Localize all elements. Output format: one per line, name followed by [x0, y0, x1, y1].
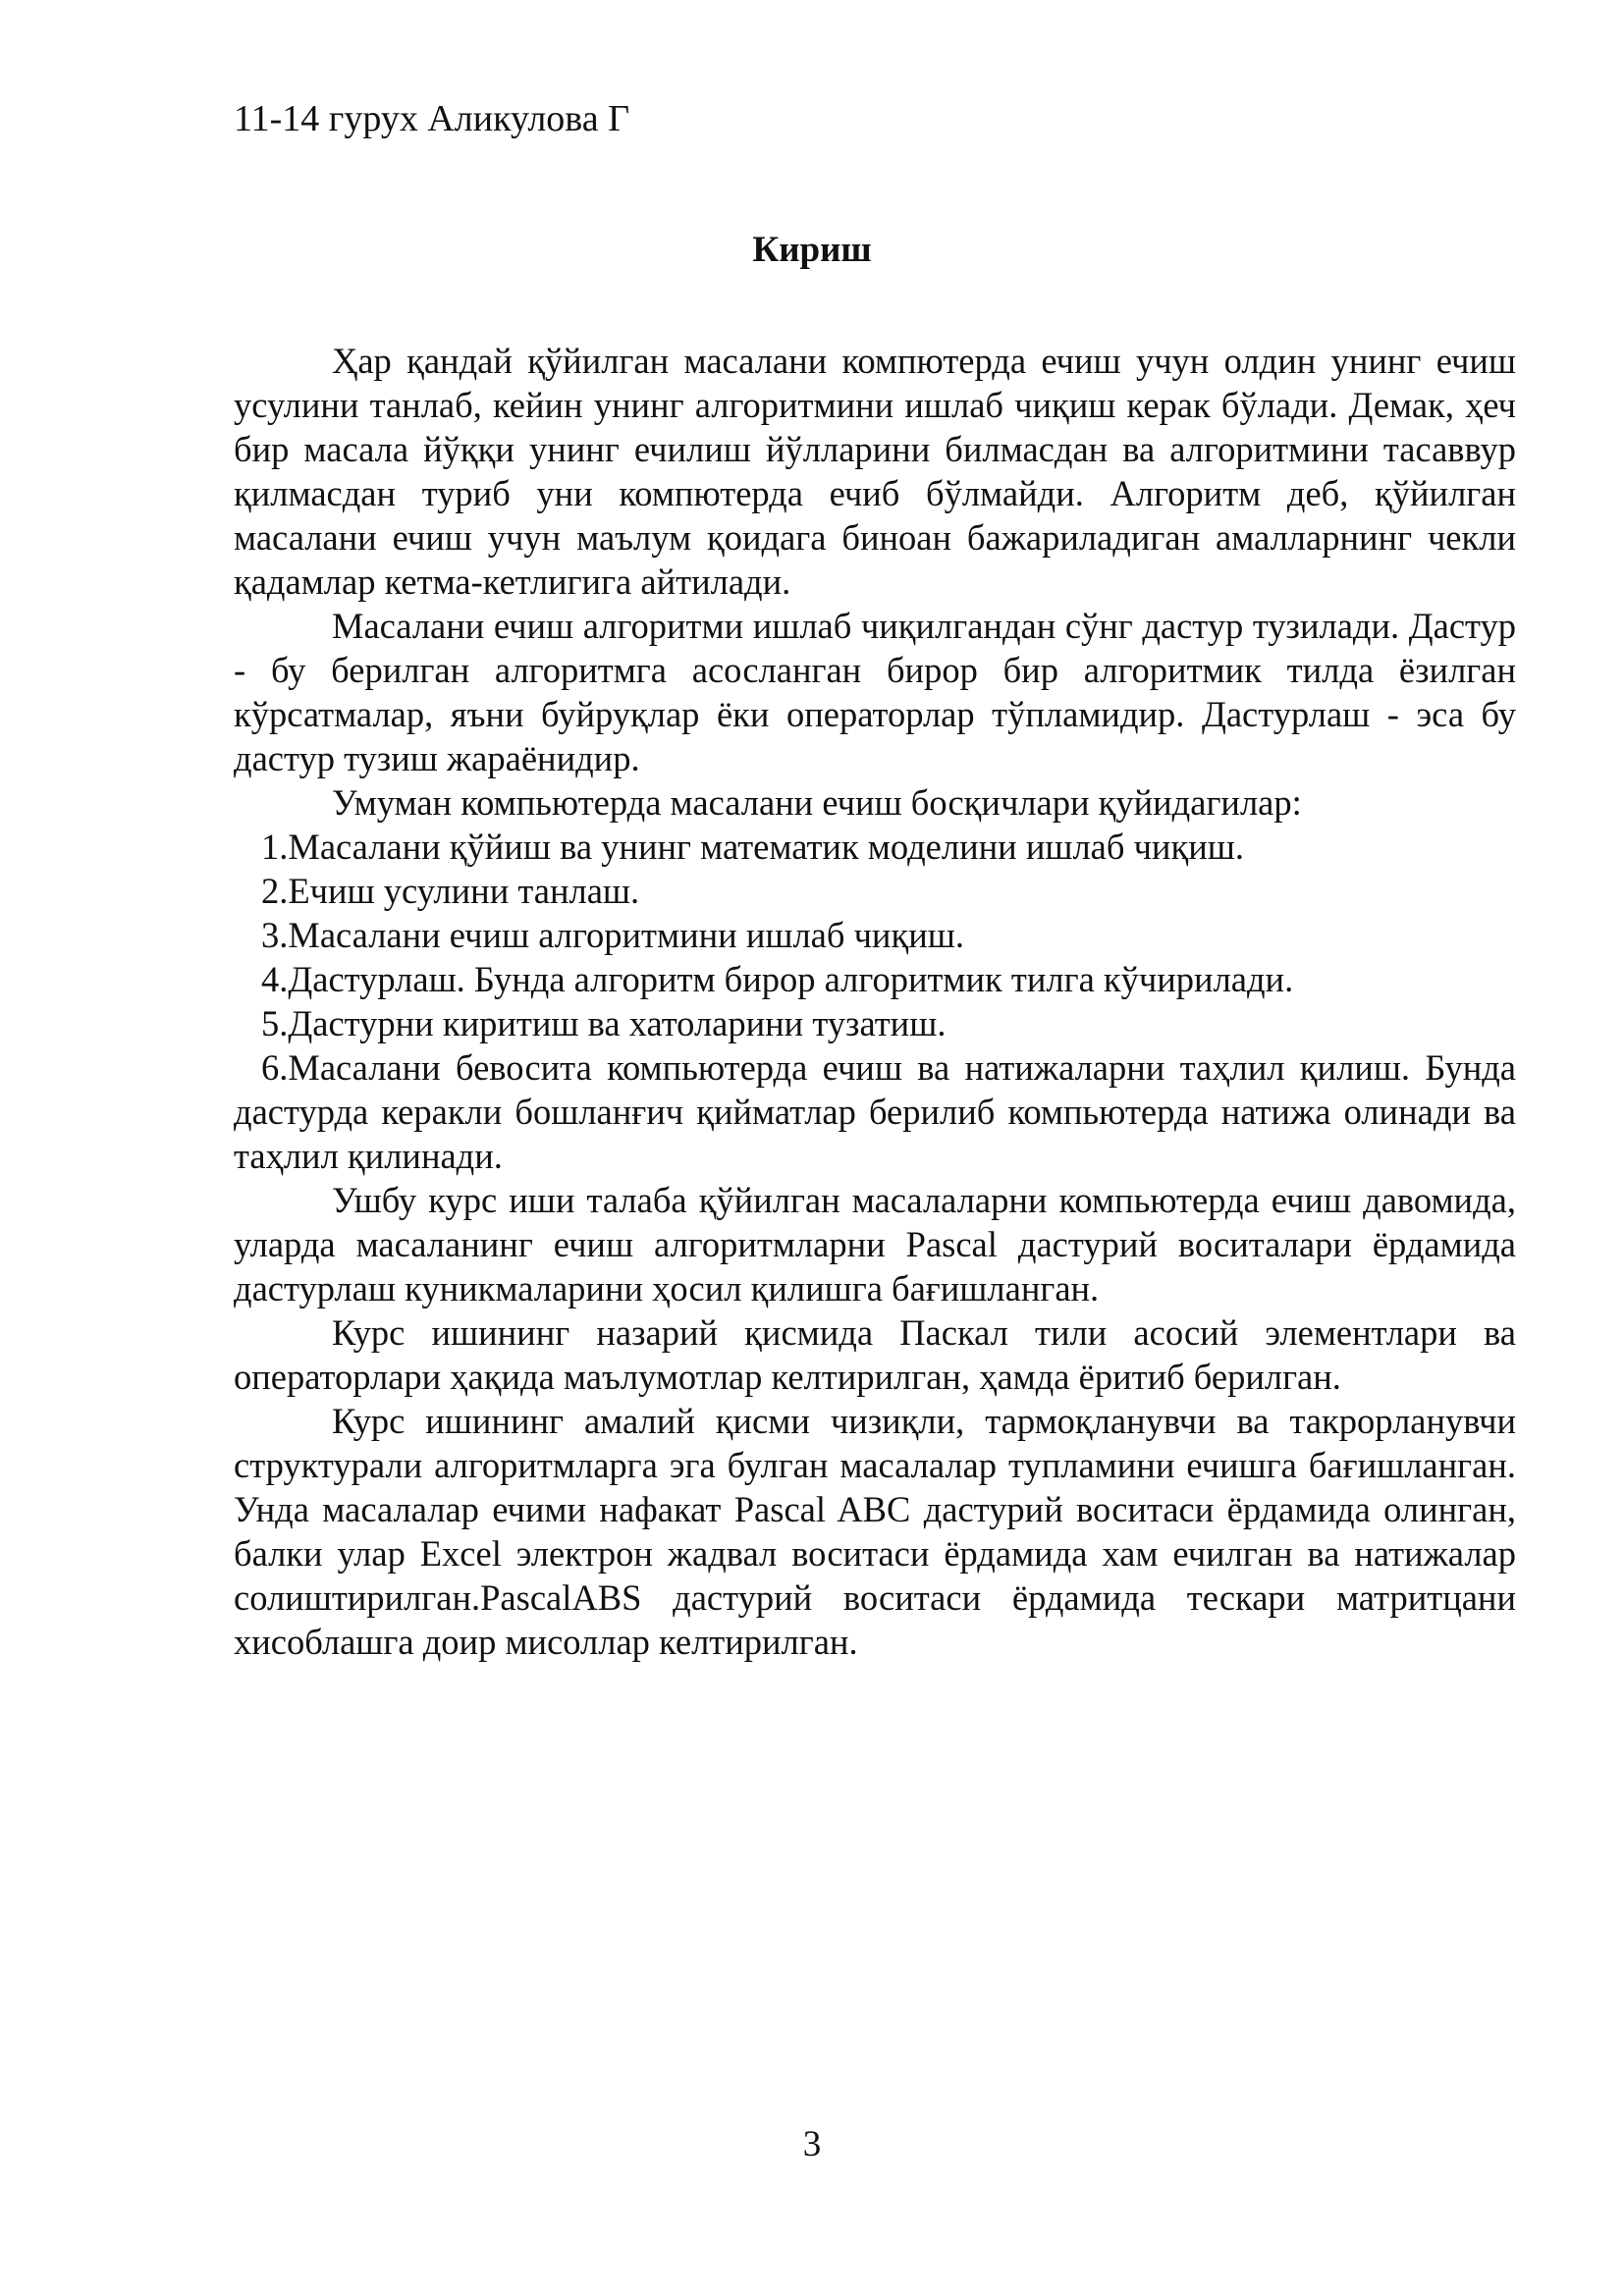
list-item: 5.Дастурни киритиш ва хатоларини тузатиш. — [261, 1003, 947, 1043]
list-item: 4.Дастурлаш. Бунда алгоритм бирор алгоритмик тилга кўчирилади. — [261, 959, 1294, 999]
paragraph-steps-intro: Умуман компьютерда масалани ечиш босқичлари қуйидагилар: — [332, 782, 1302, 823]
paragraph-course-purpose: Ушбу курс иши талаба қўйилган масалаларни компьютерда ечиш давомида, уларда масаланинг ечиш алгоритмларни Pascal дастурий воситалари ёрдамида дастурлаш куникмаларини ҳосил қилишга бағишланган. — [234, 1180, 1516, 1308]
list-item: 3.Масалани ечиш алгоритмини ишлаб чиқиш. — [261, 915, 964, 955]
paragraph-practical-part: Курс ишининг амалий қисми чизиқли, тармоқланувчи ва такрорланувчи структурали алгоритмларга эга булган масалалар тупламини ечишга бағишланган. Унда масалалар ечими нафакат Pascal ABC дастурий воситаси ёрдамида олинган, балки улар Excel электрон жадвал воситаси ёрдамида хам ечилган ва натижалар солиштирилган.PascalABS дастурий воситаси ёрдамида тескари матритцани хисоблашга доир мисоллар келтирилган. — [234, 1401, 1516, 1662]
page-title: Кириш — [752, 230, 872, 270]
paragraph-intro: Ҳар қандай қўйилган масалани компютерда ечиш учун олдин унинг ечиш усулини танлаб, кейин унинг алгоритмини ишлаб чиқиш керак бўлади. Демак, ҳеч бир масала йўққи унинг ечилиш йўлларини билмасдан ва алгоритмини тасаввур қилмасдан туриб уни компютерда ечиб бўлмайди. Алгоритм деб, қўйилган масалани ечиш учун маълум қоидага биноан бажариладиган амалларнинг чекли қадамлар кетма-кетлигига айтилади. — [234, 341, 1516, 602]
paragraph-program: Масалани ечиш алгоритми ишлаб чиқилгандан сўнг дастур тузилади. Дастур - бу берилган алгоритмга асосланган бирор бир алгоритмик тилда ёзилган кўрсатмалар, яъни буйруқлар ёки операторлар тўпламидир. Дастурлаш - эса бу дастур тузиш жараёнидир. — [234, 606, 1516, 778]
page-header: 11-14 гурух Аликулова Г — [234, 98, 630, 139]
page-number: 3 — [802, 2124, 822, 2164]
body-text — [234, 339, 1516, 1664]
paragraph-theory-part: Курс ишининг назарий қисмида Паскал тили асосий элементлари ва операторлари ҳақида маълумотлар келтирилган, ҳамда ёритиб берилган. — [234, 1312, 1516, 1397]
list-item: 2.Ечиш усулини танлаш. — [261, 871, 640, 911]
list-item: 6.Масалани бевосита компьютерда ечиш ва натижаларни таҳлил қилиш. Бунда дастурда керакли бошланғич қийматлар берилиб компьютерда натижа олинади ва таҳлил қилинади. — [234, 1047, 1516, 1176]
list-item: 1.Масалани қўйиш ва унинг математик моделини ишлаб чиқиш. — [261, 827, 1244, 867]
